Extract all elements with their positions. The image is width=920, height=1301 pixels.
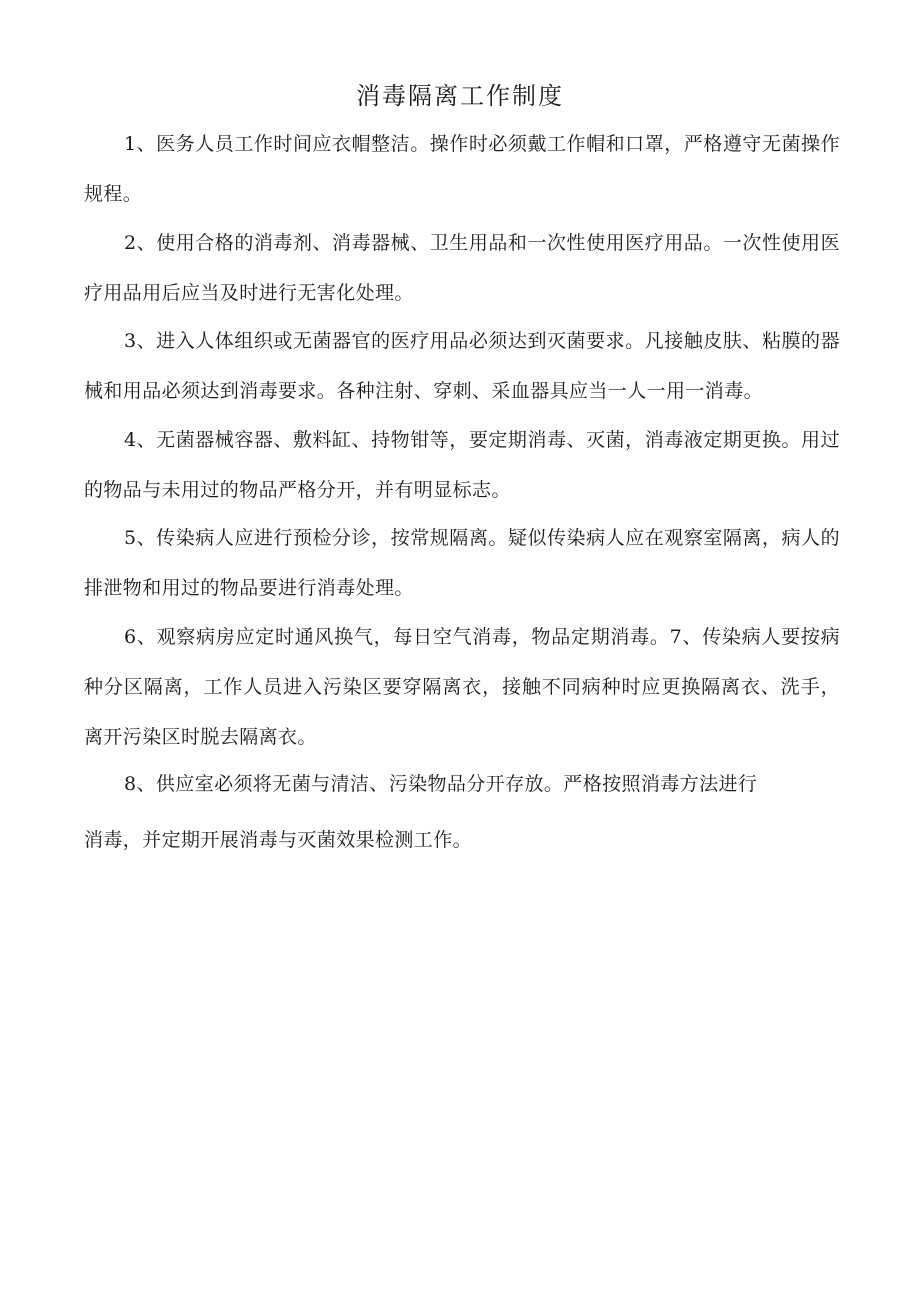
paragraph-4: 4、无菌器械容器、敷料缸、持物钳等，要定期消毒、灭菌，消毒液定期更换。用过的物品与未用过的物品严格分开，并有明显标志。	[84, 429, 840, 501]
paragraph-2: 2、使用合格的消毒剂、消毒器械、卫生用品和一次性使用医疗用品。一次性使用医疗用品用后应当及时进行无害化处理。	[84, 232, 840, 304]
paragraph-8-line-2: 消毒，并定期开展消毒与灭菌效果检测工作。	[84, 829, 473, 851]
paragraph-5: 5、传染病人应进行预检分诊，按常规隔离。疑似传染病人应在观察室隔离，病人的排泄物和用过的物品要进行消毒处理。	[84, 527, 840, 599]
paragraph-8-line-1: 8、供应室必须将无菌与清洁、污染物品分开存放。严格按照消毒方法进行	[124, 773, 758, 795]
document-title: 消毒隔离工作制度	[356, 82, 564, 110]
paragraph-1: 1、医务人员工作时间应衣帽整洁。操作时必须戴工作帽和口罩，严格遵守无菌操作规程。	[84, 133, 840, 205]
paragraph-6-7: 6、观察病房应定时通风换气，每日空气消毒，物品定期消毒。7、传染病人要按病种分区隔离，工作人员进入污染区要穿隔离衣，接触不同病种时应更换隔离衣、洗手，离开污染区时脱去隔离衣。	[84, 626, 840, 748]
paragraph-3: 3、进入人体组织或无菌器官的医疗用品必须达到灭菌要求。凡接触皮肤、粘膜的器械和用品必须达到消毒要求。各种注射、穿刺、采血器具应当一人一用一消毒。	[84, 330, 840, 402]
